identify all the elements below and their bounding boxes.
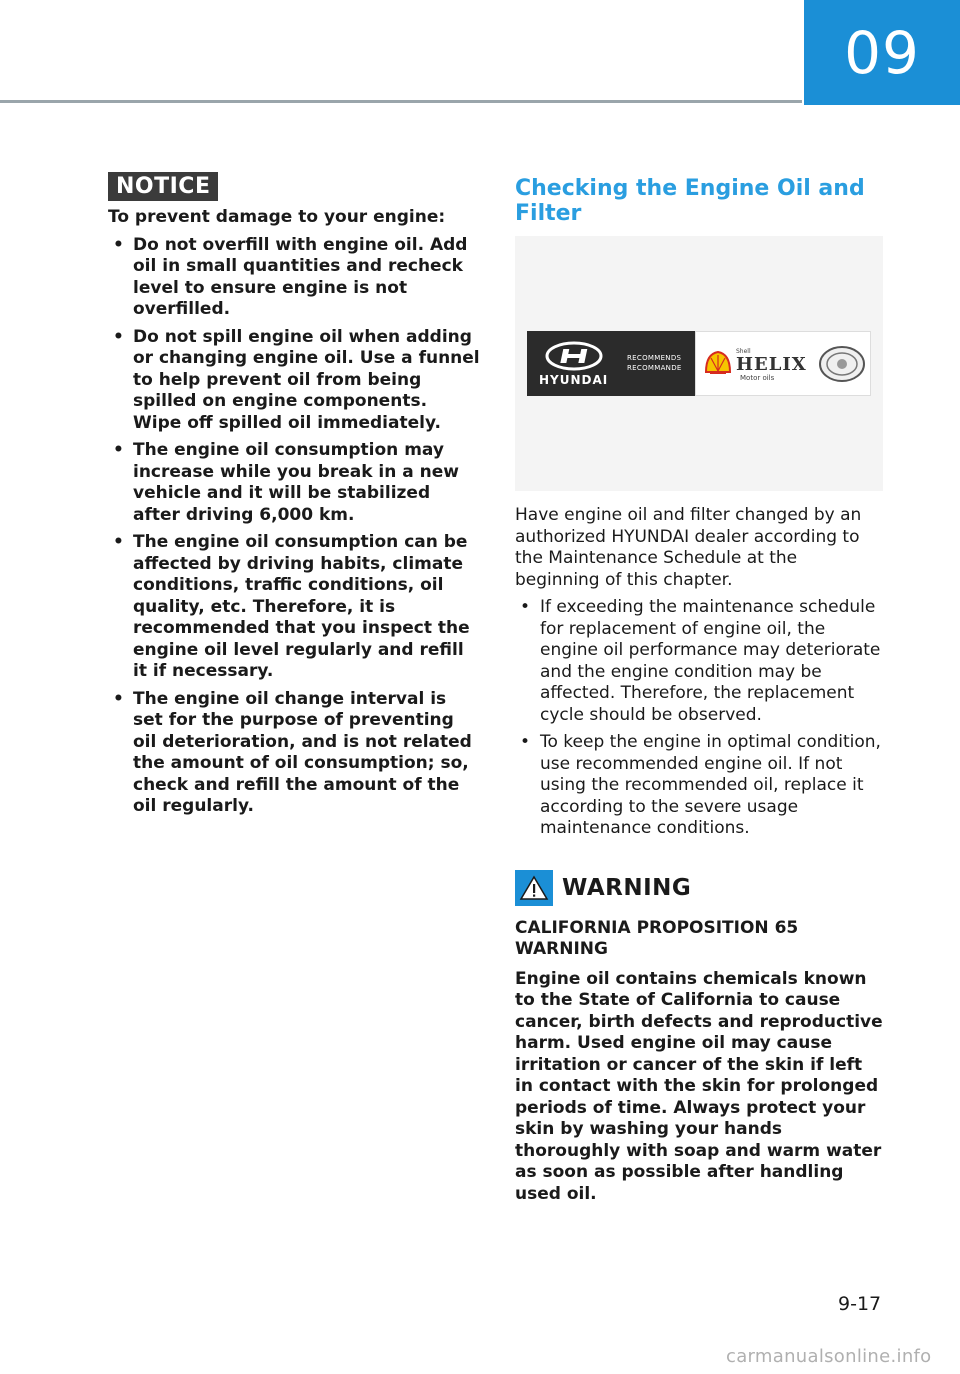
notice-item: • The engine oil change interval is set for the purpose of preventing oil deterioration, and is not related the amount of oil consumption; so, check and refill the amount of the oil regularly. [113, 688, 472, 816]
motor-oils-text: Motor oils [740, 374, 775, 382]
warning-triangle-svg [519, 875, 549, 901]
hyundai-wordmark: HYUNDAI [539, 373, 609, 387]
notice-item: • Do not overfill with engine oil. Add oil in small quantities and recheck level to ensure engine is not overfilled. [113, 234, 468, 319]
quaker-state-badge-icon [818, 345, 866, 383]
notice-column [108, 172, 480, 818]
banner-shell-panel [695, 331, 871, 396]
info-item: • To keep the engine in optimal condition, use recommended engine oil. If not using the recommended oil, replace it according to the severe usage maintenance conditions. [520, 732, 881, 838]
bullet-icon: • [520, 732, 531, 752]
section-title: Checking the Engine Oil and Filter [515, 176, 865, 226]
oil-recommendation-figure [515, 236, 883, 491]
recommends-text: RECOMMENDS RECOMMANDE [627, 354, 682, 372]
warning-header [515, 870, 885, 906]
engine-oil-list [515, 597, 885, 840]
notice-intro: To prevent damage to your engine: [108, 207, 446, 227]
header-rule [0, 100, 802, 103]
warning-label: WARNING [562, 874, 692, 901]
bullet-icon: • [113, 326, 124, 347]
hyundai-logo-icon [545, 341, 603, 371]
bullet-icon: • [113, 532, 124, 552]
notice-item: • The engine oil consumption can be affected by driving habits, climate conditions, traffic conditions, oil quality, etc. Therefore, it is recommended that you inspect the engine oil level regularly and refill it if necessary. [113, 532, 470, 681]
bullet-icon: • [520, 597, 531, 617]
warning-triangle-icon [515, 870, 553, 906]
info-item: • If exceeding the maintenance schedule for replacement of engine oil, the engine oil performance may deteriorate and the engine condition may be affected. Therefore, the replacement cycle should be observed. [520, 597, 881, 725]
shell-small-text: Shell [736, 348, 751, 355]
helix-wordmark: HELIX [736, 354, 807, 375]
engine-oil-column [515, 176, 885, 1205]
notice-badge: NOTICE [108, 172, 218, 201]
engine-oil-paragraph: Have engine oil and filter changed by an authorized HYUNDAI dealer according to the Maintenance Schedule at the beginning of this chapter. [515, 505, 862, 590]
watermark: carmanualsonline.info [726, 1346, 932, 1367]
shell-emblem-icon [704, 350, 732, 376]
banner-hyundai-panel [527, 331, 695, 396]
warning-body: Engine oil contains chemicals known to the State of California to cause cancer, birth defects and reproductive harm. Used engine oil may cause irritation or cancer of the skin if left in contact with the skin for prolonged periods of time. Always protect your skin by washing your hands thoroughly with soap and warm water as soon as possible after handling used oil. [515, 968, 883, 1204]
chapter-tab: 09 [804, 0, 960, 105]
bullet-icon: • [113, 688, 124, 709]
notice-item: • Do not spill engine oil when adding or changing engine oil. Use a funnel to help prevent oil from being spilled on engine components. Wipe off spilled oil immediately. [113, 326, 480, 433]
page-number: 9-17 [838, 1293, 882, 1315]
bullet-icon: • [113, 440, 124, 460]
oil-banner [527, 331, 871, 396]
bullet-icon: • [113, 234, 124, 255]
notice-item: • The engine oil consumption may increase while you break in a new vehicle and it will be stabilized after driving 6,000 km. [113, 440, 460, 525]
notice-list [108, 235, 480, 818]
warning-subtitle: CALIFORNIA PROPOSITION 65 WARNING [515, 917, 799, 959]
